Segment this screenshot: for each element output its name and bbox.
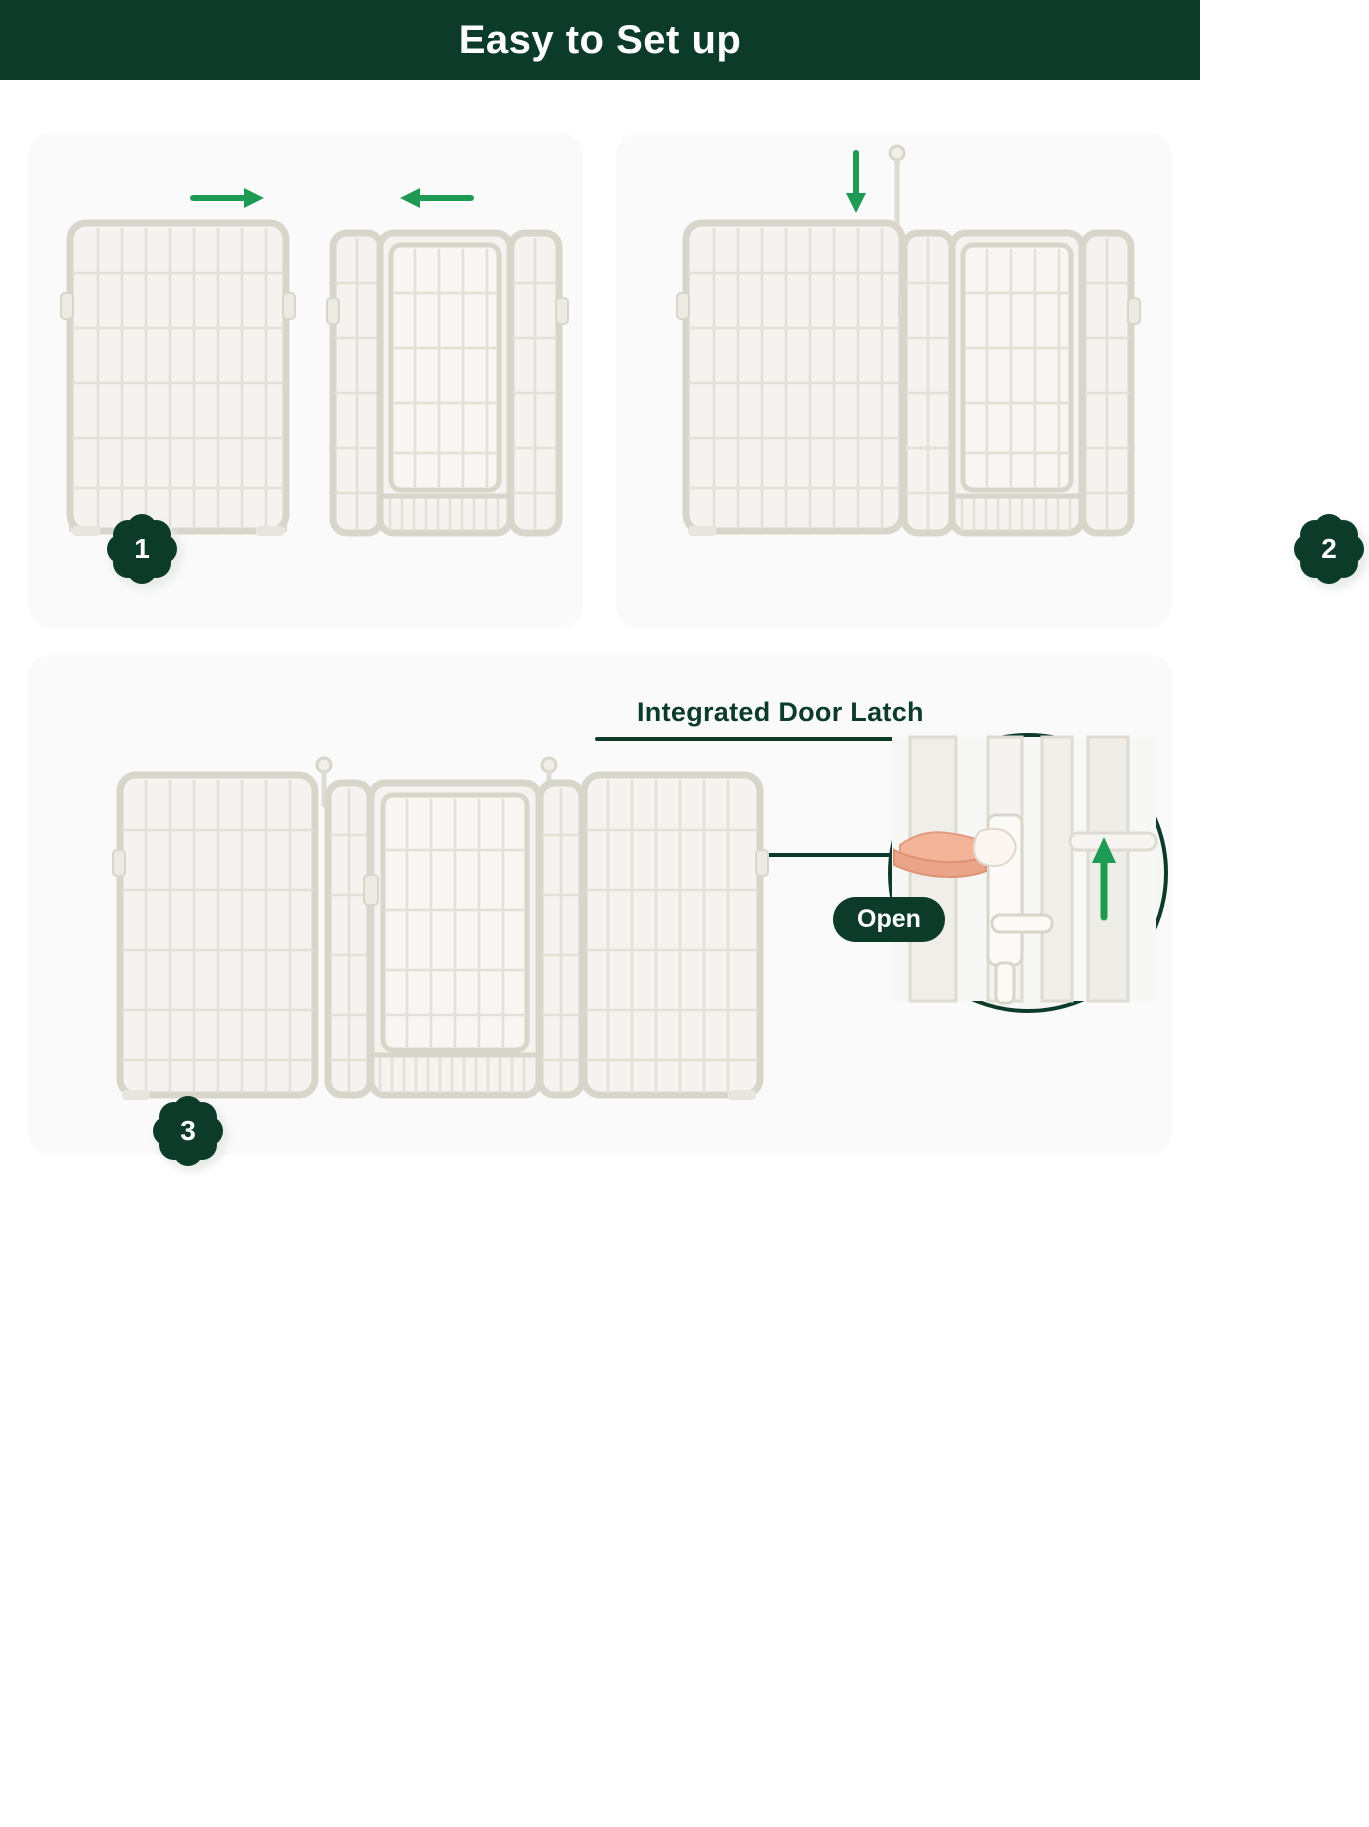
step-number: 2 — [1321, 533, 1337, 564]
step-2-badge — [1293, 513, 1365, 585]
page-header — [0, 0, 1200, 80]
step-1-card — [28, 133, 583, 628]
step-number: 3 — [180, 1115, 196, 1146]
open-label-pill — [833, 897, 945, 942]
arrow-right-icon — [193, 188, 264, 208]
step-1-badge — [106, 513, 178, 585]
latch-zoom-circle — [888, 733, 1168, 1013]
connector-pin-icon — [890, 146, 904, 233]
fence-panel-left — [61, 223, 295, 536]
arrow-left-icon — [400, 188, 471, 208]
flower-shape — [152, 1095, 224, 1167]
page-title: Easy to Set up — [458, 17, 742, 62]
latch-bolt — [992, 915, 1052, 932]
arrow-down-icon — [846, 153, 866, 213]
latch-zoom-illustration — [892, 737, 1156, 1001]
fence-panel-door-group — [904, 233, 1140, 533]
flower-shape — [1293, 513, 1365, 585]
assembled-pen — [113, 758, 768, 1100]
fence-panel-door-group — [327, 233, 568, 533]
step-number: 1 — [134, 533, 150, 564]
step-2-card — [616, 133, 1337, 628]
step-2-illustration — [616, 133, 1172, 628]
latch-icon — [364, 875, 378, 905]
step-3-badge — [152, 1095, 224, 1167]
step-3-badge-placeholder — [178, 1755, 250, 1827]
open-label: Open — [857, 905, 921, 933]
steps-top-row — [0, 133, 1337, 628]
fence-panel-left — [677, 223, 911, 536]
callout-title: Integrated Door Latch — [637, 697, 924, 727]
flower-shape — [106, 513, 178, 585]
